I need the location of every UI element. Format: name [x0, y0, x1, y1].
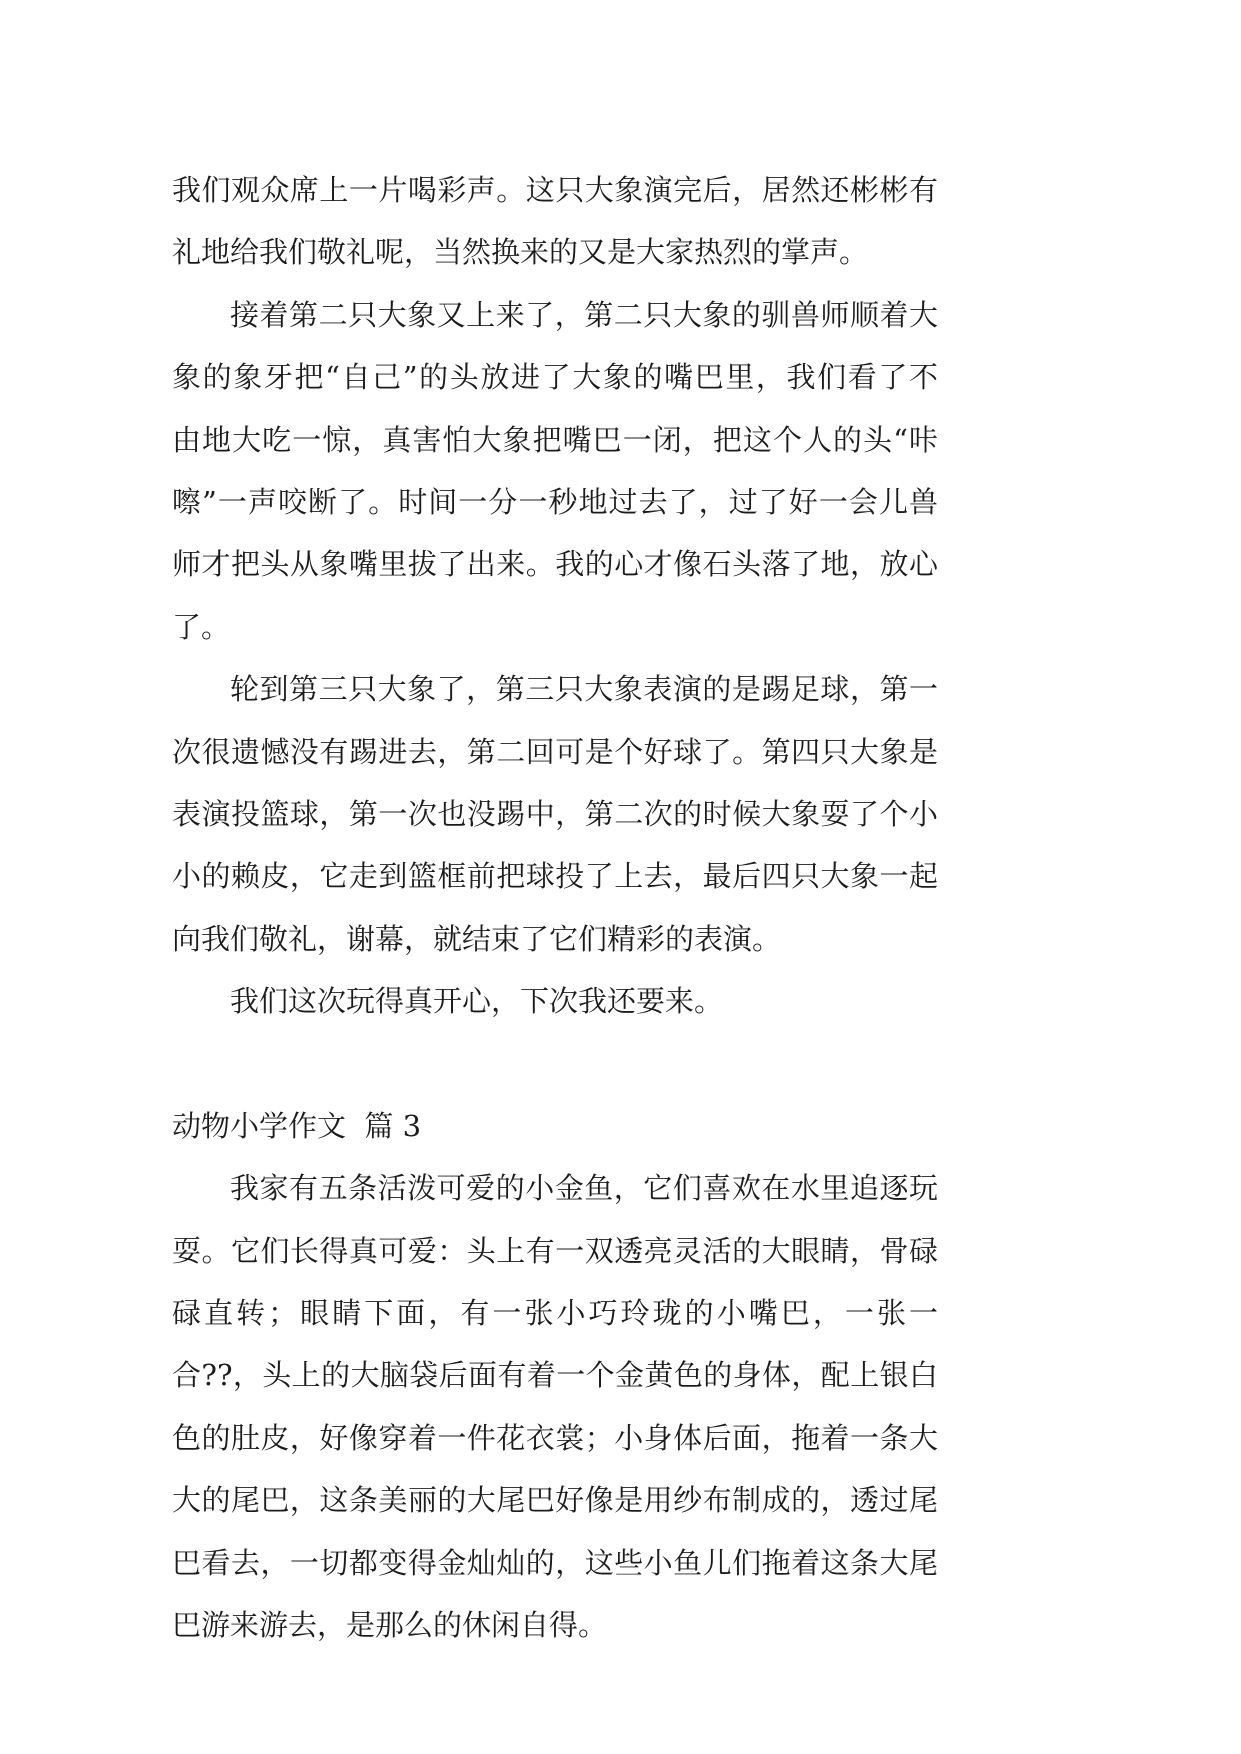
paragraph-line: 碌直转；眼睛下面，有一张小巧玲珑的小嘴巴，一张一	[172, 1296, 938, 1331]
paragraph-line: 色的肚皮，好像穿着一件花衣裳；小身体后面，拖着一条大	[172, 1420, 938, 1455]
paragraph	[172, 284, 938, 658]
blank-line	[172, 1032, 938, 1094]
paragraph-line: 了。	[172, 609, 231, 644]
paragraph-line: 接着第二只大象又上来了，第二只大象的驯兽师顺着大	[230, 297, 938, 332]
paragraph	[172, 159, 938, 284]
section-heading: 动物小学作文 篇 3	[172, 1108, 422, 1143]
paragraph-line: 合??，头上的大脑袋后面有着一个金黄色的身体，配上银白	[172, 1358, 938, 1393]
paragraph-line: 我们观众席上一片喝彩声。这只大象演完后，居然还彬彬有	[172, 173, 938, 207]
paragraph-line: 由地大吃一惊，真害怕大象把嘴巴一闭，把这个人的头“咔	[172, 422, 938, 457]
paragraph-line: 巴游来游去，是那么的休闲自得。	[172, 1607, 608, 1642]
paragraph-line: 耍。它们长得真可爱：头上有一双透亮灵活的大眼睛，骨碌	[172, 1233, 938, 1268]
document-body	[172, 159, 938, 1656]
paragraph-line: 轮到第三只大象了，第三只大象表演的是踢足球，第一	[230, 672, 938, 707]
paragraph-line: 小的赖皮，它走到篮框前把球投了上去，最后四只大象一起	[172, 859, 938, 894]
paragraph	[172, 658, 938, 970]
paragraph-line: 象的象牙把“自己”的头放进了大象的嘴巴里，我们看了不	[172, 360, 938, 395]
paragraph-line: 师才把头从象嘴里拔了出来。我的心才像石头落了地，放心	[172, 547, 938, 582]
paragraph-line: 大的尾巴，这条美丽的大尾巴好像是用纱布制成的，透过尾	[172, 1483, 938, 1518]
paragraph-line: 向我们敬礼，谢幕，就结束了它们精彩的表演。	[172, 921, 782, 956]
paragraph	[172, 970, 938, 1032]
paragraph-line: 表演投篮球，第一次也没踢中，第二次的时候大象耍了个小	[172, 796, 938, 831]
paragraph-line: 次很遗憾没有踢进去，第二回可是个好球了。第四只大象是	[172, 734, 938, 769]
paragraph	[172, 1157, 938, 1656]
paragraph-line: 嚓”一声咬断了。时间一分一秒地过去了，过了好一会儿兽	[172, 484, 938, 519]
paragraph-line: 礼地给我们敬礼呢，当然换来的又是大家热烈的掌声。	[172, 235, 869, 270]
paragraph-line: 我家有五条活泼可爱的小金鱼，它们喜欢在水里追逐玩	[230, 1171, 938, 1206]
paragraph-line: 我们这次玩得真开心，下次我还要来。	[230, 984, 724, 1019]
paragraph-line: 巴看去，一切都变得金灿灿的，这些小鱼儿们拖着这条大尾	[172, 1545, 938, 1580]
